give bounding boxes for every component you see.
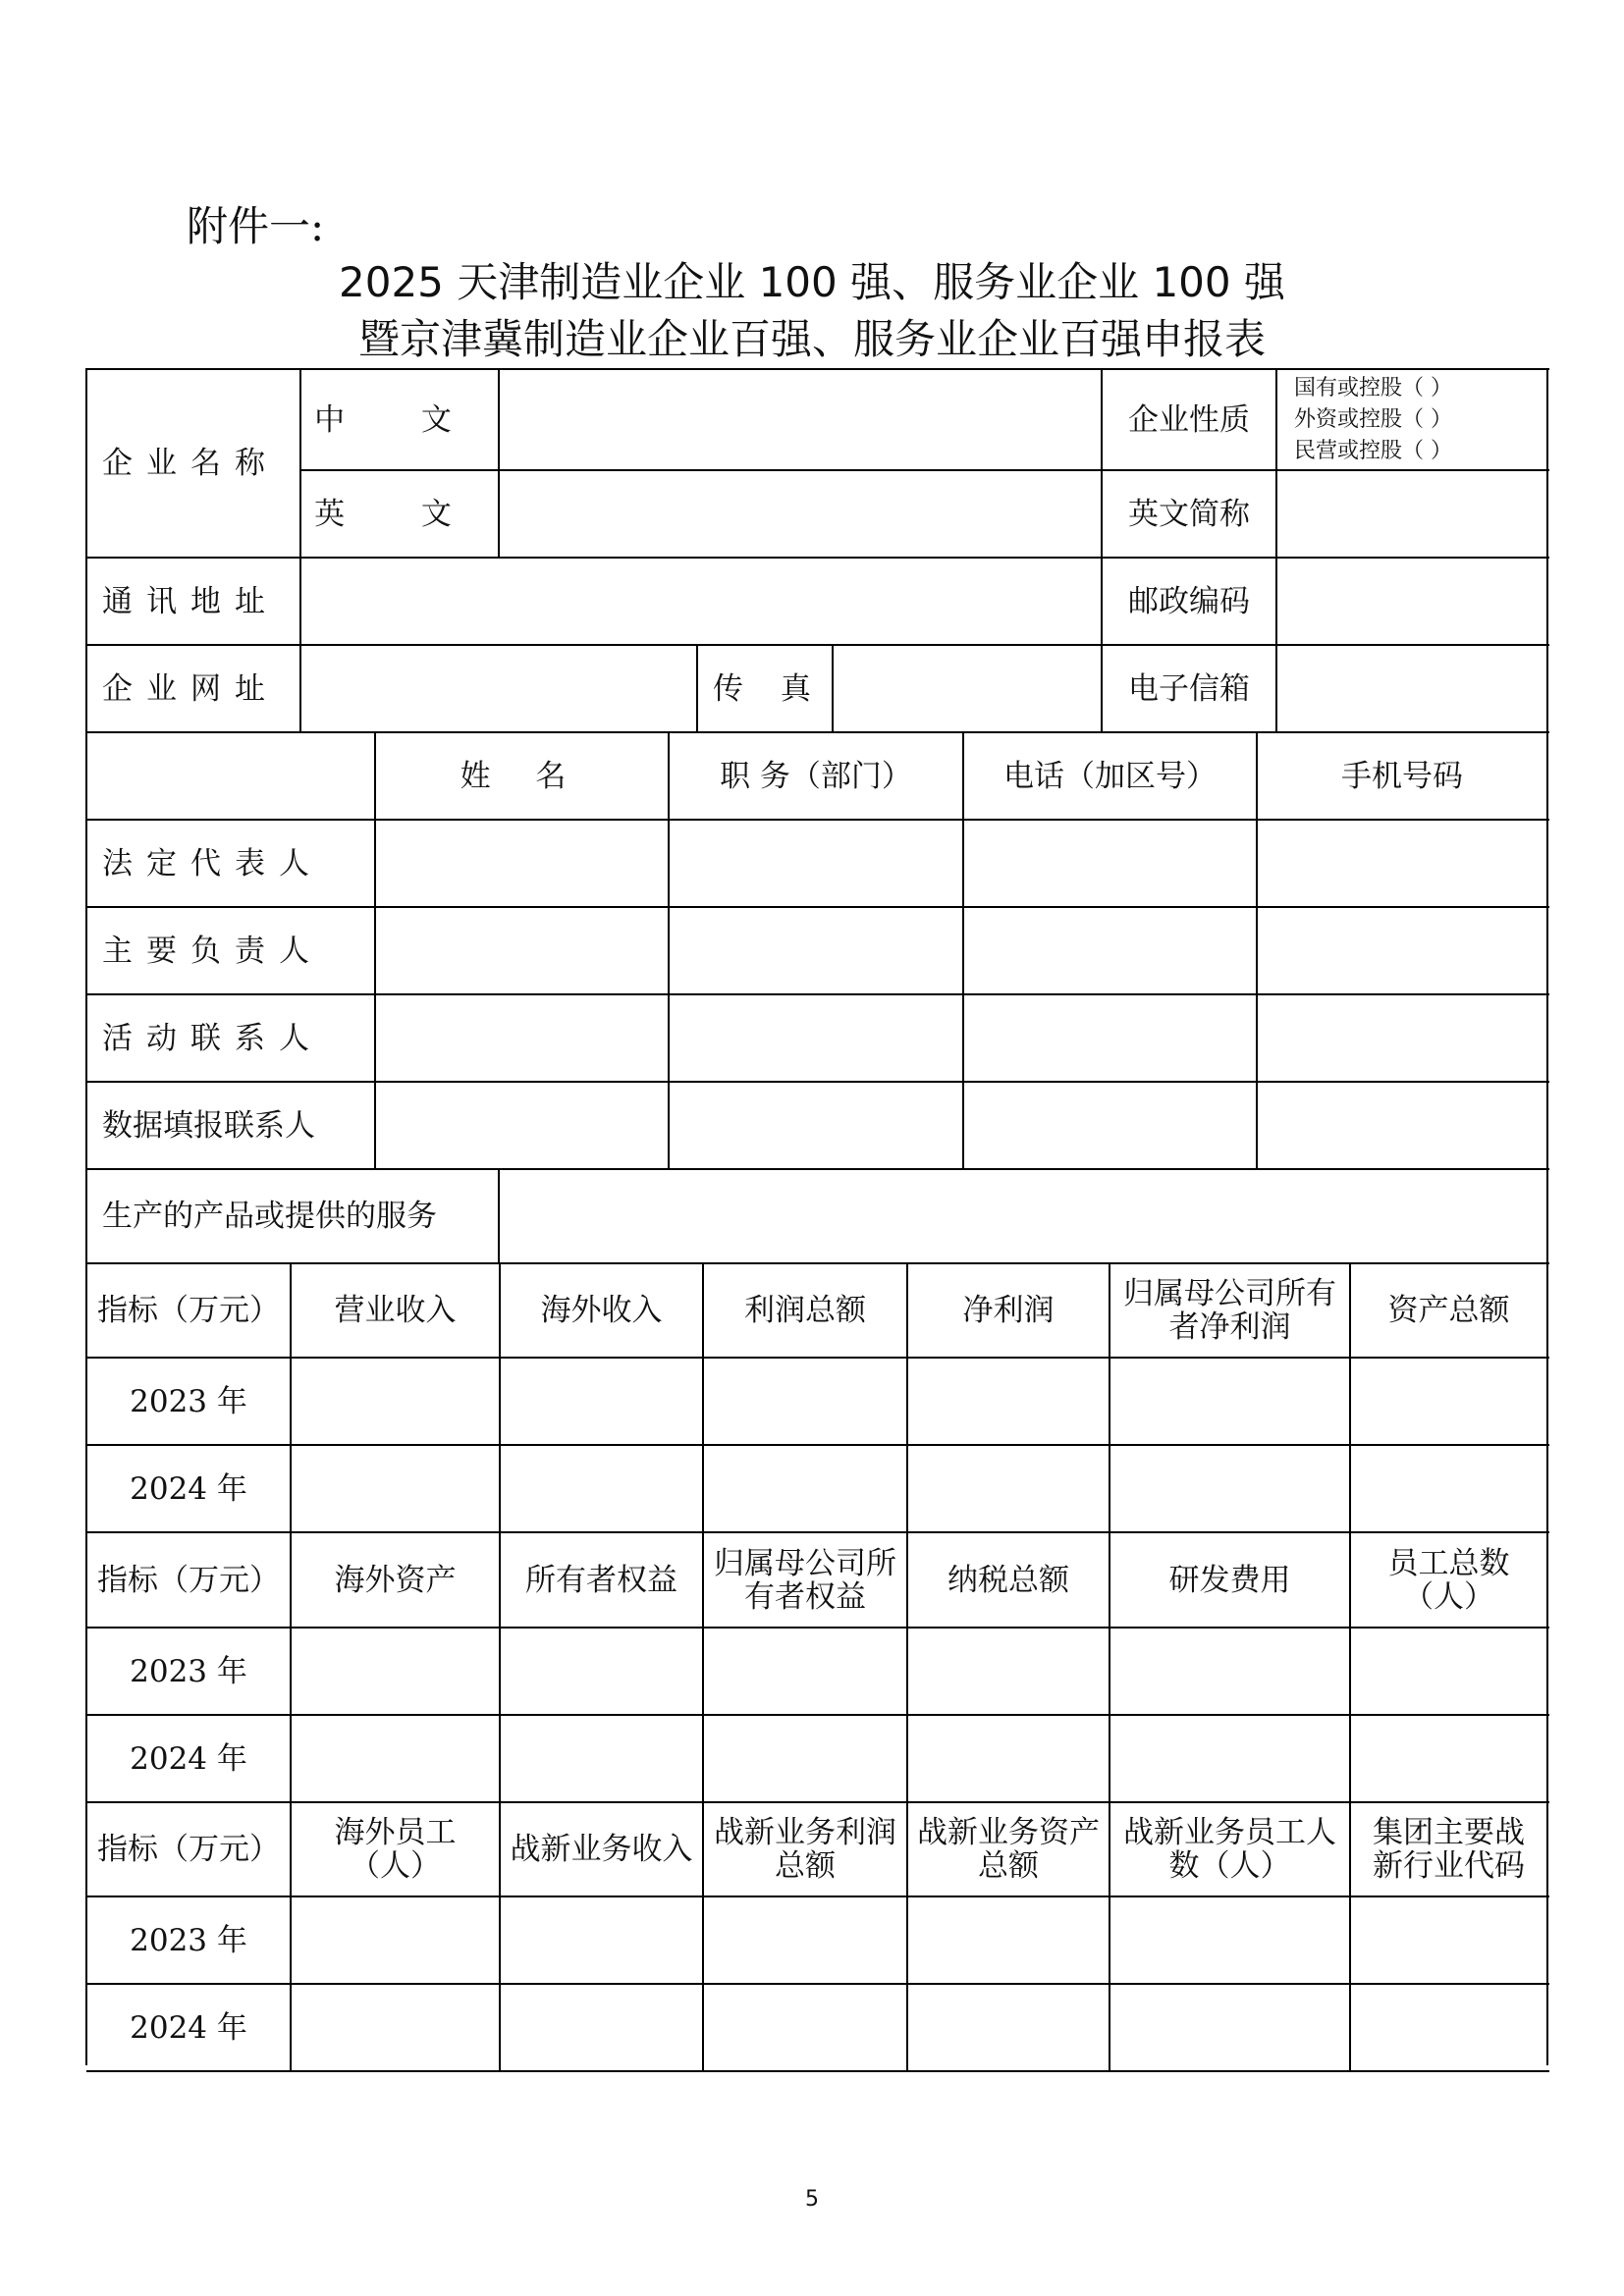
- indicator-value-field[interactable]: [291, 1628, 500, 1715]
- grid-line-v: [1101, 368, 1103, 733]
- grid-line-v: [702, 1801, 704, 2072]
- contact-field-main-responsible-3[interactable]: [963, 907, 1257, 994]
- grid-line-v: [832, 644, 834, 733]
- contact-field-data-contact-4[interactable]: [1257, 1082, 1547, 1169]
- contact-field-data-contact-2[interactable]: [669, 1082, 963, 1169]
- indicator-column-header: 战新业务员工人数（人）: [1123, 1815, 1336, 1884]
- nature-option-state: 国有或控股（ ）: [1294, 375, 1452, 400]
- contact-row-label-legal-representative: 法定代表人: [102, 845, 323, 881]
- indicator-value-field[interactable]: [907, 1628, 1110, 1715]
- indicator-column-header: 集团主要战新行业代码: [1373, 1815, 1525, 1884]
- year-label: 2023 年: [130, 1653, 247, 1689]
- contact-field-legal-representative-4[interactable]: [1257, 820, 1547, 907]
- grid-line-v: [299, 368, 301, 733]
- grid-line-v: [1256, 731, 1258, 1170]
- grid-line-v: [290, 1262, 292, 1533]
- indicator-column-header: 研发费用: [1168, 1563, 1291, 1598]
- grid-line-v: [498, 1168, 500, 1264]
- grid-line-v: [1546, 368, 1548, 2065]
- indicator-label: 指标（万元）: [97, 1832, 280, 1867]
- indicator-column-header: 归属母公司所有者净利润: [1123, 1276, 1336, 1345]
- indicator-value-field[interactable]: [703, 1358, 907, 1445]
- indicator-value-field[interactable]: [907, 1445, 1110, 1532]
- grid-line-v: [1109, 1262, 1110, 1533]
- grid-line-v: [702, 1262, 704, 1533]
- address-field[interactable]: [300, 558, 1102, 645]
- indicator-column-header: 资产总额: [1387, 1293, 1510, 1328]
- contact-field-main-responsible-2[interactable]: [669, 907, 963, 994]
- grid-line-h: [86, 1983, 1549, 1985]
- contact-field-data-contact-3[interactable]: [963, 1082, 1257, 1169]
- indicator-column-header: 员工总数（人）: [1387, 1546, 1510, 1615]
- email-field[interactable]: [1276, 645, 1547, 732]
- indicator-value-field[interactable]: [291, 1715, 500, 1802]
- indicator-value-field[interactable]: [907, 1715, 1110, 1802]
- indicator-value-field[interactable]: [1350, 1445, 1547, 1532]
- contact-field-activity-contact-1[interactable]: [375, 994, 669, 1082]
- indicator-column-header: 所有者权益: [525, 1563, 677, 1598]
- grid-line-v: [499, 1532, 501, 1803]
- grid-line-h: [86, 1081, 1549, 1083]
- grid-line-v: [962, 731, 964, 1170]
- contact-field-activity-contact-4[interactable]: [1257, 994, 1547, 1082]
- indicator-column-header: 海外收入: [540, 1293, 663, 1328]
- grid-line-h: [86, 731, 1549, 733]
- indicator-value-field[interactable]: [703, 1984, 907, 2071]
- year-label: 2024 年: [130, 1740, 247, 1777]
- grid-line-h: [86, 1896, 1549, 1897]
- form-title-line2: 暨京津冀制造业企业百强、服务业企业百强申报表: [357, 315, 1266, 363]
- chinese-name-label: 中 文: [314, 401, 485, 438]
- contact-field-legal-representative-2[interactable]: [669, 820, 963, 907]
- grid-line-v: [906, 1262, 908, 1533]
- contacts-corner: [86, 732, 375, 820]
- indicator-value-field[interactable]: [291, 1896, 500, 1984]
- indicator-column-header: 纳税总额: [947, 1563, 1069, 1598]
- grid-line-v: [85, 368, 87, 2065]
- contact-field-legal-representative-3[interactable]: [963, 820, 1257, 907]
- email-label: 电子信箱: [1128, 670, 1250, 707]
- indicator-column-header: 海外员工（人）: [334, 1815, 457, 1884]
- indicator-value-field[interactable]: [1110, 1628, 1350, 1715]
- grid-line-h: [86, 1357, 1549, 1359]
- indicator-value-field[interactable]: [1110, 1896, 1350, 1984]
- page-number: 5: [805, 2187, 819, 2212]
- contact-field-activity-contact-3[interactable]: [963, 994, 1257, 1082]
- grid-line-h: [86, 1801, 1549, 1803]
- products-field[interactable]: [499, 1169, 1547, 1263]
- indicator-value-field[interactable]: [1110, 1445, 1350, 1532]
- indicator-column-header: 营业收入: [334, 1293, 457, 1328]
- indicator-label: 指标（万元）: [97, 1563, 280, 1598]
- indicator-value-field[interactable]: [703, 1628, 907, 1715]
- year-label: 2024 年: [130, 1470, 247, 1507]
- contact-field-main-responsible-1[interactable]: [375, 907, 669, 994]
- indicator-value-field[interactable]: [1110, 1358, 1350, 1445]
- grid-line-h: [86, 2070, 1549, 2072]
- chinese-name-field[interactable]: [499, 369, 1102, 470]
- grid-line-h: [86, 1262, 1549, 1264]
- grid-line-v: [290, 1801, 292, 2072]
- grid-line-h: [86, 1531, 1549, 1533]
- indicator-value-field[interactable]: [1110, 1984, 1350, 2071]
- grid-line-v: [906, 1801, 908, 2072]
- nature-options[interactable]: [1276, 369, 1547, 470]
- address-label: 通讯地址: [102, 583, 279, 619]
- indicator-column-header: 战新业务资产总额: [917, 1815, 1100, 1884]
- indicator-value-field[interactable]: [291, 1445, 500, 1532]
- grid-line-v: [906, 1532, 908, 1803]
- website-label: 企业网址: [102, 670, 279, 707]
- indicator-column-header: 净利润: [962, 1293, 1055, 1328]
- nature-option-foreign: 外资或控股（ ）: [1294, 406, 1452, 432]
- year-label: 2024 年: [130, 2009, 247, 2046]
- grid-line-v: [499, 1262, 501, 1533]
- postcode-label: 邮政编码: [1128, 583, 1250, 619]
- grid-line-h: [86, 1627, 1549, 1629]
- grid-line-v: [1109, 1801, 1110, 2072]
- indicator-value-field[interactable]: [500, 1628, 703, 1715]
- contact-field-activity-contact-2[interactable]: [669, 994, 963, 1082]
- grid-line-v: [1275, 368, 1277, 733]
- indicator-value-field[interactable]: [907, 1984, 1110, 2071]
- contact-field-legal-representative-1[interactable]: [375, 820, 669, 907]
- grid-line-v: [499, 1801, 501, 2072]
- grid-line-h: [86, 644, 1549, 646]
- grid-line-h: [86, 368, 1549, 370]
- indicator-column-header: 利润总额: [744, 1293, 866, 1328]
- english-abbr-field[interactable]: [1276, 470, 1547, 558]
- indicator-value-field[interactable]: [907, 1358, 1110, 1445]
- grid-line-h: [86, 1714, 1549, 1716]
- indicator-value-field[interactable]: [500, 1896, 703, 1984]
- grid-line-v: [498, 368, 500, 559]
- contact-header-title: 职 务（部门）: [720, 758, 912, 794]
- grid-line-v: [668, 731, 670, 1170]
- grid-line-v: [696, 644, 698, 733]
- contact-row-label-data-contact: 数据填报联系人: [102, 1107, 315, 1144]
- grid-line-h: [86, 993, 1549, 995]
- contact-field-data-contact-1[interactable]: [375, 1082, 669, 1169]
- year-label: 2023 年: [130, 1383, 247, 1419]
- company-name-label: 企业名称: [102, 446, 279, 481]
- indicator-value-field[interactable]: [291, 1358, 500, 1445]
- grid-line-h: [86, 1168, 1549, 1170]
- nature-option-private: 民营或控股（ ）: [1294, 438, 1452, 463]
- grid-line-h: [86, 819, 1549, 821]
- indicator-label: 指标（万元）: [97, 1293, 280, 1328]
- contact-row-label-main-responsible: 主要负责人: [102, 933, 323, 969]
- grid-line-v: [1349, 1801, 1351, 2072]
- indicator-value-field[interactable]: [703, 1715, 907, 1802]
- indicator-column-header: 归属母公司所有者权益: [714, 1546, 896, 1615]
- english-name-field[interactable]: [499, 470, 1102, 558]
- fax-label: 传 真: [713, 670, 825, 707]
- grid-line-v: [1349, 1262, 1351, 1533]
- indicator-value-field[interactable]: [703, 1445, 907, 1532]
- indicator-value-field[interactable]: [500, 1715, 703, 1802]
- indicator-value-field[interactable]: [907, 1896, 1110, 1984]
- indicator-column-header: 海外资产: [334, 1563, 457, 1598]
- year-label: 2023 年: [130, 1922, 247, 1958]
- attachment-label: 附件一:: [187, 202, 325, 250]
- english-name-label: 英 文: [314, 496, 485, 532]
- indicator-value-field[interactable]: [703, 1896, 907, 1984]
- nature-label: 企业性质: [1128, 401, 1250, 438]
- english-abbr-label: 英文简称: [1128, 496, 1250, 532]
- indicator-column-header: 战新业务收入: [510, 1832, 693, 1867]
- indicator-value-field[interactable]: [500, 1358, 703, 1445]
- indicator-value-field[interactable]: [1350, 1358, 1547, 1445]
- indicator-column-header: 战新业务利润总额: [714, 1815, 896, 1884]
- grid-line-h: [86, 906, 1549, 908]
- grid-line-h: [86, 557, 1549, 559]
- grid-line-v: [1349, 1532, 1351, 1803]
- indicator-value-field[interactable]: [1110, 1715, 1350, 1802]
- contact-header-name: 姓 名: [460, 758, 584, 794]
- form-title-line1: 2025 天津制造业企业 100 强、服务业企业 100 强: [339, 258, 1285, 306]
- fax-field[interactable]: [833, 645, 1102, 732]
- indicator-value-field[interactable]: [500, 1984, 703, 2071]
- contact-field-main-responsible-4[interactable]: [1257, 907, 1547, 994]
- grid-line-h: [86, 1444, 1549, 1446]
- indicator-value-field[interactable]: [1350, 1984, 1547, 2071]
- indicator-value-field[interactable]: [1350, 1715, 1547, 1802]
- grid-line-h: [300, 469, 1549, 471]
- postcode-field[interactable]: [1276, 558, 1547, 645]
- grid-line-v: [290, 1532, 292, 1803]
- grid-line-v: [702, 1532, 704, 1803]
- grid-line-v: [1109, 1532, 1110, 1803]
- grid-line-v: [374, 731, 376, 1170]
- indicator-value-field[interactable]: [1350, 1896, 1547, 1984]
- website-field[interactable]: [300, 645, 697, 732]
- contact-header-phone: 电话（加区号）: [1003, 758, 1217, 794]
- indicator-value-field[interactable]: [500, 1445, 703, 1532]
- contact-row-label-activity-contact: 活动联系人: [102, 1020, 323, 1056]
- products-label: 生产的产品或提供的服务: [102, 1199, 437, 1234]
- indicator-value-field[interactable]: [291, 1984, 500, 2071]
- contact-header-mobile: 手机号码: [1341, 758, 1463, 794]
- indicator-value-field[interactable]: [1350, 1628, 1547, 1715]
